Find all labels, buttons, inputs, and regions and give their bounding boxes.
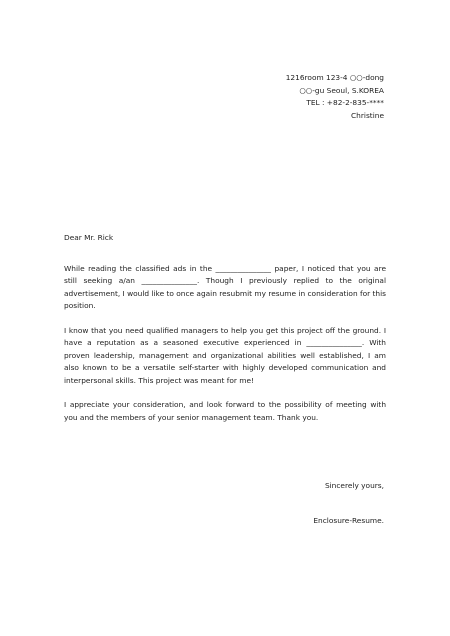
closing: Sincerely yours,	[324, 481, 384, 490]
salutation: Dear Mr. Rick	[64, 233, 114, 242]
sender-name: Christine	[351, 110, 384, 120]
body-paragraph-2: I know that you need qualified managers to help you get this project off the ground. I have a reputation as a seasoned executive experienced in _______________. With proven leadership, management and organizational abilities well established, I am also known to be a versatile self-starter with highly developed communication and interpersonal skills. This project was meant for me!	[64, 326, 386, 385]
address-line-1: 1216room 123-4 ○○-dong	[285, 73, 384, 82]
enclosure-note: Enclosure-Resume.	[313, 516, 384, 525]
body-paragraph-1: While reading the classified ads in the _______________ paper, I noticed that you are still seeking a/an _______________. Though I previously replied to the original advertisement, I would like to once again resubmit my resume in consideration for this position.	[64, 264, 386, 311]
address-line-2: ○○-gu Seoul, S.KOREA	[299, 85, 384, 95]
phone-number: TEL : +82-2-835-****	[306, 98, 384, 107]
letter-body	[64, 263, 386, 437]
sender-address-block	[286, 72, 384, 122]
body-paragraph-3: I appreciate your consideration, and look forward to the possibility of meeting with you and the members of your senior management team. Thank you.	[64, 400, 386, 422]
